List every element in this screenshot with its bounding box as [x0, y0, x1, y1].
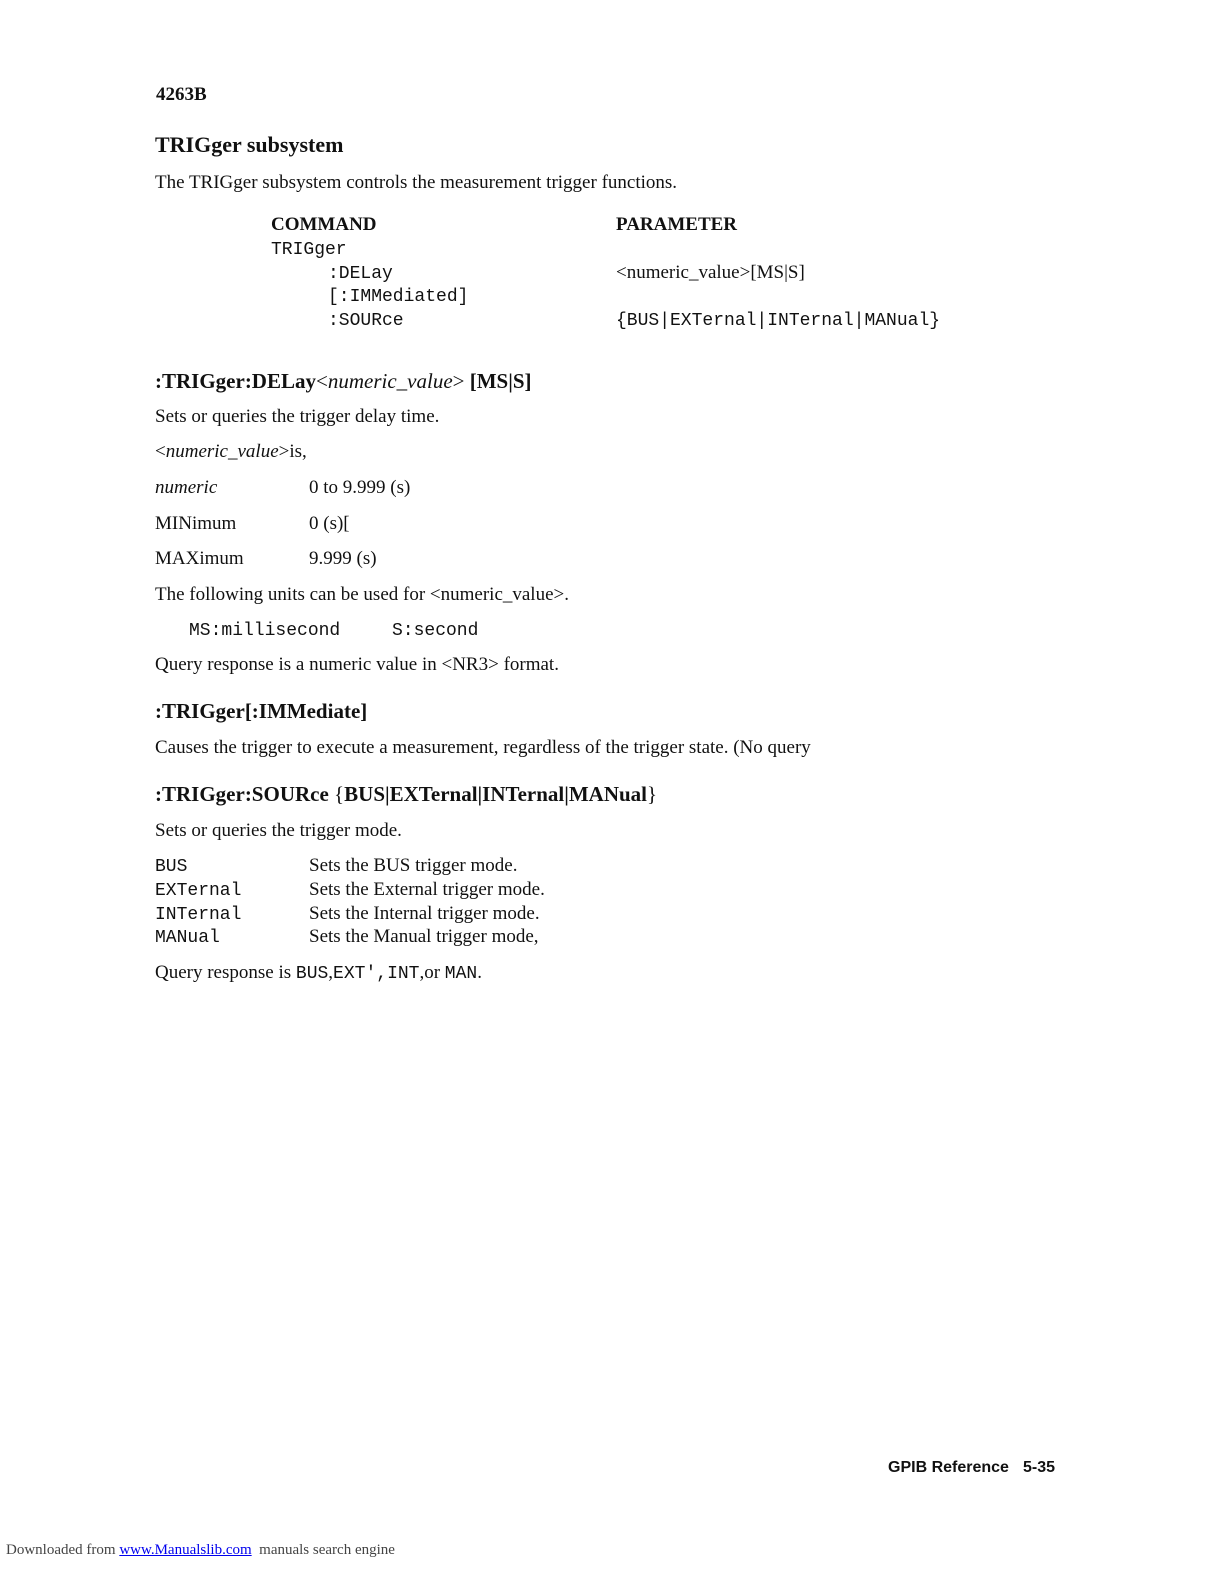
command-column-header: COMMAND [271, 214, 377, 235]
parameter-column-header: PARAMETER [616, 214, 738, 235]
immediate-description: Causes the trigger to execute a measurement, regardless of the trigger state. (No query [155, 737, 811, 758]
command-immediate: [:IMMediated] [328, 287, 469, 307]
delay-units-note: The following units can be used for <numeric_value>. [155, 584, 569, 605]
parameter-source: {BUS|EXTernal|INTernal|MANual} [616, 311, 941, 331]
delay-range-value-numeric: 0 to 9.999 (s) [309, 477, 411, 498]
delay-range-value-minimum: 0 (s)[ [309, 513, 350, 534]
delay-value-suffix: >is, [278, 441, 307, 462]
source-mode-code: MANual [155, 928, 220, 948]
source-query-man: MAN [444, 964, 478, 984]
delay-value-param: numeric_value [165, 441, 279, 462]
source-heading-options: BUS|EXTernal|INTernal|MANual [344, 782, 648, 806]
source-mode-desc: Sets the BUS trigger mode. [309, 855, 518, 876]
delay-heading-open: < [316, 369, 328, 393]
footer-page-number: 5-35 [1023, 1459, 1056, 1476]
command-root: TRIGger [271, 240, 347, 260]
source-mode-desc: Sets the External trigger mode. [309, 879, 545, 900]
delay-range-label-maximum: MAXimum [155, 548, 244, 569]
delay-heading-param: numeric_value [327, 369, 453, 393]
delay-unit-s: S:second [392, 621, 479, 641]
source-query-int: INT [387, 964, 420, 984]
download-watermark [6, 1542, 395, 1559]
delay-range-value-maximum: 9.999 (s) [309, 548, 377, 569]
source-heading-command: :TRIGger:SOURce [155, 782, 329, 806]
delay-range-label-numeric: numeric [155, 477, 218, 498]
watermark-prefix: Downloaded from [6, 1542, 120, 1558]
source-mode-code: INTernal [155, 905, 242, 925]
source-query-prefix: Query response is [155, 962, 296, 983]
section-intro: The TRIGger subsystem controls the measurement trigger functions. [155, 172, 678, 193]
source-heading-open: { [334, 782, 345, 806]
delay-heading-units: [MS|S] [469, 369, 532, 393]
source-query-end: . [477, 962, 482, 983]
source-query-sep: ,or [419, 962, 445, 983]
document-model: 4263B [156, 84, 207, 105]
watermark-suffix: manuals search engine [251, 1542, 395, 1558]
source-description: Sets or queries the trigger mode. [155, 820, 402, 841]
source-mode-code: BUS [155, 857, 188, 877]
command-source: :SOURce [328, 311, 404, 331]
parameter-delay: <numeric_value>[MS|S] [616, 262, 805, 283]
section-title: TRIGger subsystem [155, 132, 344, 157]
manualslib-link[interactable]: www.Manualslib.com [119, 1542, 252, 1558]
source-mode-desc: Sets the Manual trigger mode, [309, 926, 539, 947]
source-query-response [155, 962, 482, 984]
delay-query-response: Query response is a numeric value in <NR3> format. [155, 654, 559, 675]
source-heading [155, 782, 657, 807]
command-delay: :DELay [328, 264, 393, 284]
source-query-bus: BUS [295, 964, 329, 984]
source-mode-desc: Sets the Internal trigger mode. [309, 903, 540, 924]
delay-description: Sets or queries the trigger delay time. [155, 406, 440, 427]
delay-value-open: < [155, 441, 166, 462]
delay-value-intro [155, 441, 307, 463]
source-query-sep: , [328, 962, 334, 983]
footer-section-name: GPIB Reference [888, 1459, 1009, 1476]
delay-heading [155, 369, 532, 394]
delay-heading-close: > [452, 369, 465, 393]
delay-range-label-minimum: MINimum [155, 513, 237, 534]
source-mode-code: EXTernal [155, 881, 242, 901]
source-query-ext: EXT', [333, 964, 388, 984]
source-heading-close: } [647, 782, 658, 806]
immediate-heading: :TRIGger[:IMMediate] [155, 699, 368, 723]
delay-unit-ms: MS:millisecond [189, 621, 341, 641]
delay-heading-command: :TRIGger:DELay [155, 369, 316, 393]
